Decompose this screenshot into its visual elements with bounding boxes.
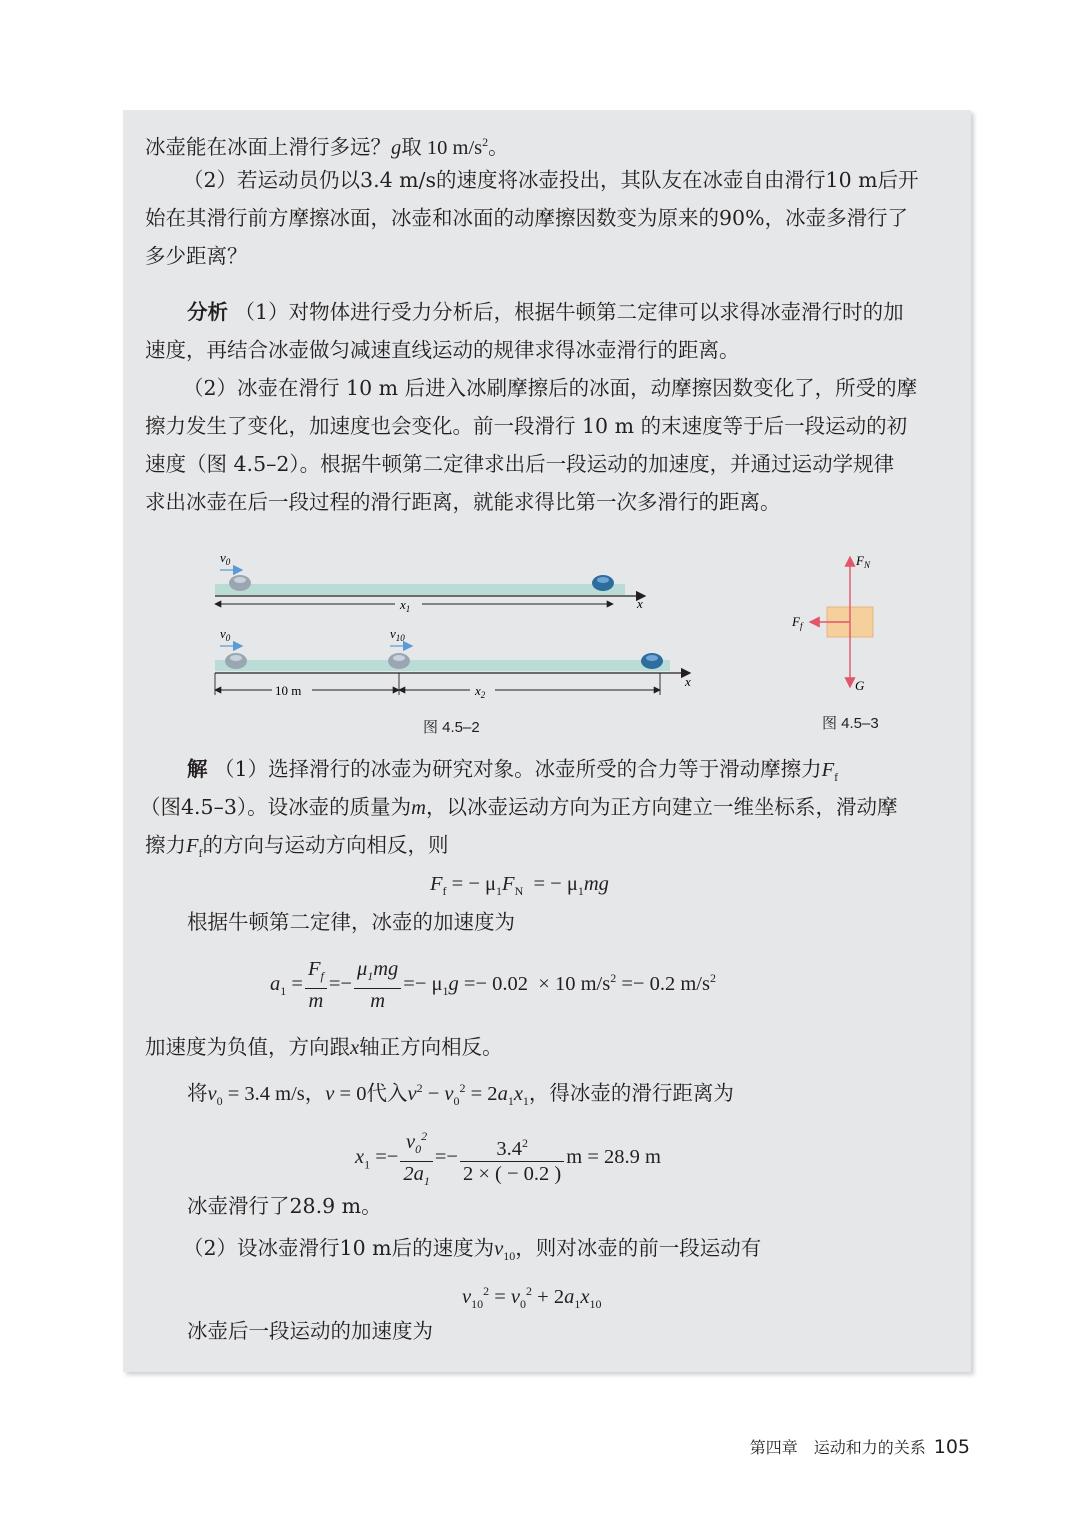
op: − bbox=[422, 1082, 445, 1105]
solution-line-2 bbox=[140, 795, 897, 820]
label-v0-2: $v_0$ bbox=[220, 626, 231, 643]
label-g: G bbox=[855, 678, 865, 693]
text: 轴正方向相反。 bbox=[359, 1035, 503, 1059]
fraction bbox=[400, 1124, 433, 1193]
text: （1）选择滑行的冰壶为研究对象。冰壶所受的合力等于滑动摩擦力 bbox=[214, 757, 822, 781]
den: m bbox=[370, 990, 386, 1013]
op: = − μ bbox=[523, 873, 578, 895]
problem-line-2: （2）若运动员仍以3.4 m/s的速度将冰壶投出，其队友在冰壶自由滑行10 m后开 bbox=[183, 168, 919, 192]
var: a bbox=[497, 1082, 508, 1105]
solution-negative-line bbox=[145, 1035, 503, 1060]
text: （2）设冰壶滑行10 m后的速度为 bbox=[183, 1236, 495, 1260]
text: 擦力 bbox=[145, 833, 186, 857]
solution-substitute-line bbox=[187, 1076, 734, 1113]
analysis-line-2: 速度，再结合冰壶做匀减速直线运动的规律求得冰壶滑行的距离。 bbox=[145, 338, 740, 362]
num: v bbox=[406, 1130, 416, 1153]
text: （图4.5–3）。设冰壶的质量为 bbox=[140, 795, 412, 819]
op: =− 0.02 × 10 m/s bbox=[458, 972, 611, 995]
sup: 2 bbox=[459, 1081, 466, 1095]
label-x2: $x_2$ bbox=[475, 683, 486, 700]
text: 的方向与运动方向相反，则 bbox=[202, 833, 449, 857]
sub: 10 bbox=[503, 1249, 516, 1264]
text: 将 bbox=[187, 1080, 208, 1105]
var: g bbox=[448, 972, 459, 995]
label-x1: $x_1$ bbox=[400, 597, 411, 614]
curling-stone-handle bbox=[234, 577, 246, 583]
label-ff: $F_f$ bbox=[792, 614, 803, 631]
var: v bbox=[462, 1285, 472, 1308]
page-footer bbox=[750, 1435, 970, 1458]
sub: 1 bbox=[364, 1157, 371, 1172]
text: ，得冰壶的滑行距离为 bbox=[528, 1080, 734, 1105]
op: =− μ bbox=[403, 972, 443, 995]
solution-result-line: 冰壶滑行了28.9 m。 bbox=[187, 1194, 382, 1218]
sup: 2 bbox=[416, 1081, 423, 1095]
sub: 1 bbox=[577, 884, 584, 899]
curling-stone-handle bbox=[393, 655, 405, 661]
text: 加速度为负值，方向跟 bbox=[145, 1035, 350, 1059]
ice-track-2 bbox=[215, 660, 670, 671]
num: mg bbox=[373, 958, 399, 981]
var: a bbox=[564, 1285, 575, 1308]
text: m = 28.9 m bbox=[566, 1146, 661, 1169]
op: = bbox=[489, 1285, 511, 1308]
op: =− bbox=[370, 1146, 399, 1169]
sup: 2 bbox=[709, 971, 716, 985]
sub: 0 bbox=[453, 1093, 460, 1108]
analysis-label: 分析 bbox=[187, 300, 228, 324]
var: a bbox=[270, 972, 281, 995]
fraction bbox=[305, 957, 327, 1013]
op: =− bbox=[434, 1146, 458, 1169]
label-x-axis-2: x bbox=[685, 674, 691, 689]
solution-label: 解 bbox=[187, 757, 208, 781]
analysis-line-5: 速度（图 4.5–2）。根据牛顿第二定律求出后一段运动的加速度，并通过运动学规律 bbox=[145, 452, 895, 476]
problem-line-4: 多少距离？ bbox=[145, 244, 248, 268]
var-m: m bbox=[411, 797, 426, 819]
op: = − μ bbox=[446, 873, 497, 895]
figure-4-5-2 bbox=[200, 540, 720, 710]
sub: 1 bbox=[496, 884, 503, 899]
figure-4-5-3 bbox=[780, 545, 900, 705]
var-g: g bbox=[391, 136, 402, 159]
num: F bbox=[307, 958, 321, 981]
var: F bbox=[430, 873, 443, 895]
analysis-line-6: 求出冰壶在后一段过程的滑行距离，就能求得比第一次多滑行的距离。 bbox=[145, 490, 781, 514]
ice-track-1 bbox=[215, 584, 625, 595]
chapter-title: 第四章 运动和力的关系 bbox=[749, 1438, 926, 1457]
sub: N bbox=[514, 884, 524, 899]
op: = bbox=[286, 972, 303, 995]
var: v bbox=[494, 1238, 504, 1260]
var: v bbox=[510, 1285, 521, 1308]
curling-stone-handle bbox=[646, 655, 658, 661]
sub: 10 bbox=[471, 1296, 484, 1311]
text: ，以冰壶运动方向为正方向建立一维坐标系，滑动摩 bbox=[425, 795, 898, 819]
equation-friction bbox=[430, 872, 609, 903]
label-fn: $F_N$ bbox=[856, 553, 870, 570]
solution-newton-line: 根据牛顿第二定律，冰壶的加速度为 bbox=[187, 910, 515, 934]
text: = 0代入 bbox=[334, 1082, 408, 1105]
label-x-axis-1: x bbox=[637, 596, 643, 611]
equation-acceleration bbox=[270, 950, 716, 1013]
text: 。 bbox=[488, 134, 509, 159]
text: 冰壶能在冰面上滑行多远？ bbox=[145, 134, 391, 159]
problem-line-1 bbox=[145, 130, 509, 160]
sub: f bbox=[198, 846, 203, 861]
fraction bbox=[354, 957, 401, 1013]
equation-distance bbox=[355, 1124, 661, 1189]
text: （1）对物体进行受力分析后，根据牛顿第二定律可以求得冰壶滑行时的加 bbox=[234, 300, 904, 324]
label-v0-1: $v_0$ bbox=[220, 550, 231, 567]
num: μ bbox=[356, 958, 368, 981]
sub: 1 bbox=[280, 983, 287, 998]
sub: 1 bbox=[442, 983, 449, 998]
var: v bbox=[207, 1082, 217, 1105]
analysis-line-1 bbox=[187, 300, 904, 324]
sup: 2 bbox=[483, 1284, 490, 1298]
sub: 1 bbox=[423, 1174, 430, 1189]
solution-line-1 bbox=[187, 757, 838, 789]
sub: 1 bbox=[574, 1296, 581, 1311]
sup: 2 bbox=[526, 1284, 533, 1298]
var: v bbox=[444, 1082, 454, 1105]
op: =− bbox=[328, 972, 352, 995]
var: F bbox=[502, 873, 515, 895]
sub: f bbox=[442, 884, 447, 899]
den: m bbox=[308, 990, 324, 1013]
var-F: F bbox=[821, 759, 835, 781]
sup: 2 bbox=[482, 135, 489, 149]
page-number: 105 bbox=[933, 1436, 970, 1458]
text: 取 10 m/s bbox=[401, 136, 483, 159]
fraction bbox=[460, 1131, 564, 1186]
den: 2 × ( − 0.2 ) bbox=[462, 1162, 562, 1185]
var: v bbox=[325, 1082, 335, 1105]
solution-line-3 bbox=[145, 833, 449, 865]
text: ，则对冰壶的前一段运动有 bbox=[515, 1236, 762, 1260]
label-10m: 10 m bbox=[275, 683, 302, 698]
curling-stone-handle bbox=[597, 577, 609, 583]
op: =− 0.2 m/s bbox=[616, 972, 710, 995]
analysis-line-4: 擦力发生了变化，加速度也会变化。前一段滑行 10 m 的末速度等于后一段运动的初 bbox=[145, 414, 908, 438]
sup: 2 bbox=[421, 1129, 428, 1143]
var: x bbox=[580, 1285, 590, 1308]
num: 3.4 bbox=[496, 1137, 522, 1160]
var: v bbox=[407, 1082, 417, 1105]
label-v10: $v_{10}$ bbox=[390, 626, 405, 643]
sub: 1 bbox=[367, 969, 374, 984]
sub: 1 bbox=[522, 1093, 529, 1108]
var: x bbox=[355, 1146, 365, 1169]
sub: 10 bbox=[589, 1296, 602, 1311]
sup: 2 bbox=[521, 1136, 528, 1151]
sub: 0 bbox=[520, 1296, 527, 1311]
curling-stone-handle bbox=[230, 655, 242, 661]
sup: 2 bbox=[610, 971, 617, 985]
caption-fig-4-5-3: 图 4.5–3 bbox=[822, 715, 879, 732]
problem-line-3: 始在其滑行前方摩擦冰面，冰壶和冰面的动摩擦因数变为原来的90%，冰壶多滑行了 bbox=[145, 206, 909, 230]
text: = 3.4 m/s， bbox=[222, 1082, 326, 1105]
sub: f bbox=[834, 770, 839, 785]
var: mg bbox=[583, 873, 609, 895]
den: 2a bbox=[403, 1162, 424, 1185]
analysis-line-3: （2）冰壶在滑行 10 m 后进入冰刷摩擦后的冰面，动摩擦因数变化了，所受的摩 bbox=[183, 376, 918, 400]
sub: f bbox=[320, 969, 324, 984]
solution-part2-line bbox=[183, 1236, 761, 1268]
equation-v10 bbox=[462, 1279, 601, 1316]
solution-last-line: 冰壶后一段运动的加速度为 bbox=[187, 1319, 433, 1343]
sub: 0 bbox=[415, 1141, 422, 1156]
var: x bbox=[513, 1082, 523, 1105]
var-F: F bbox=[186, 835, 199, 857]
op: = 2 bbox=[465, 1082, 498, 1105]
var-x: x bbox=[350, 1037, 360, 1059]
sub: 0 bbox=[216, 1093, 223, 1108]
op: + 2 bbox=[532, 1285, 565, 1308]
caption-fig-4-5-2: 图 4.5–2 bbox=[423, 719, 480, 736]
sub: 1 bbox=[507, 1093, 514, 1108]
